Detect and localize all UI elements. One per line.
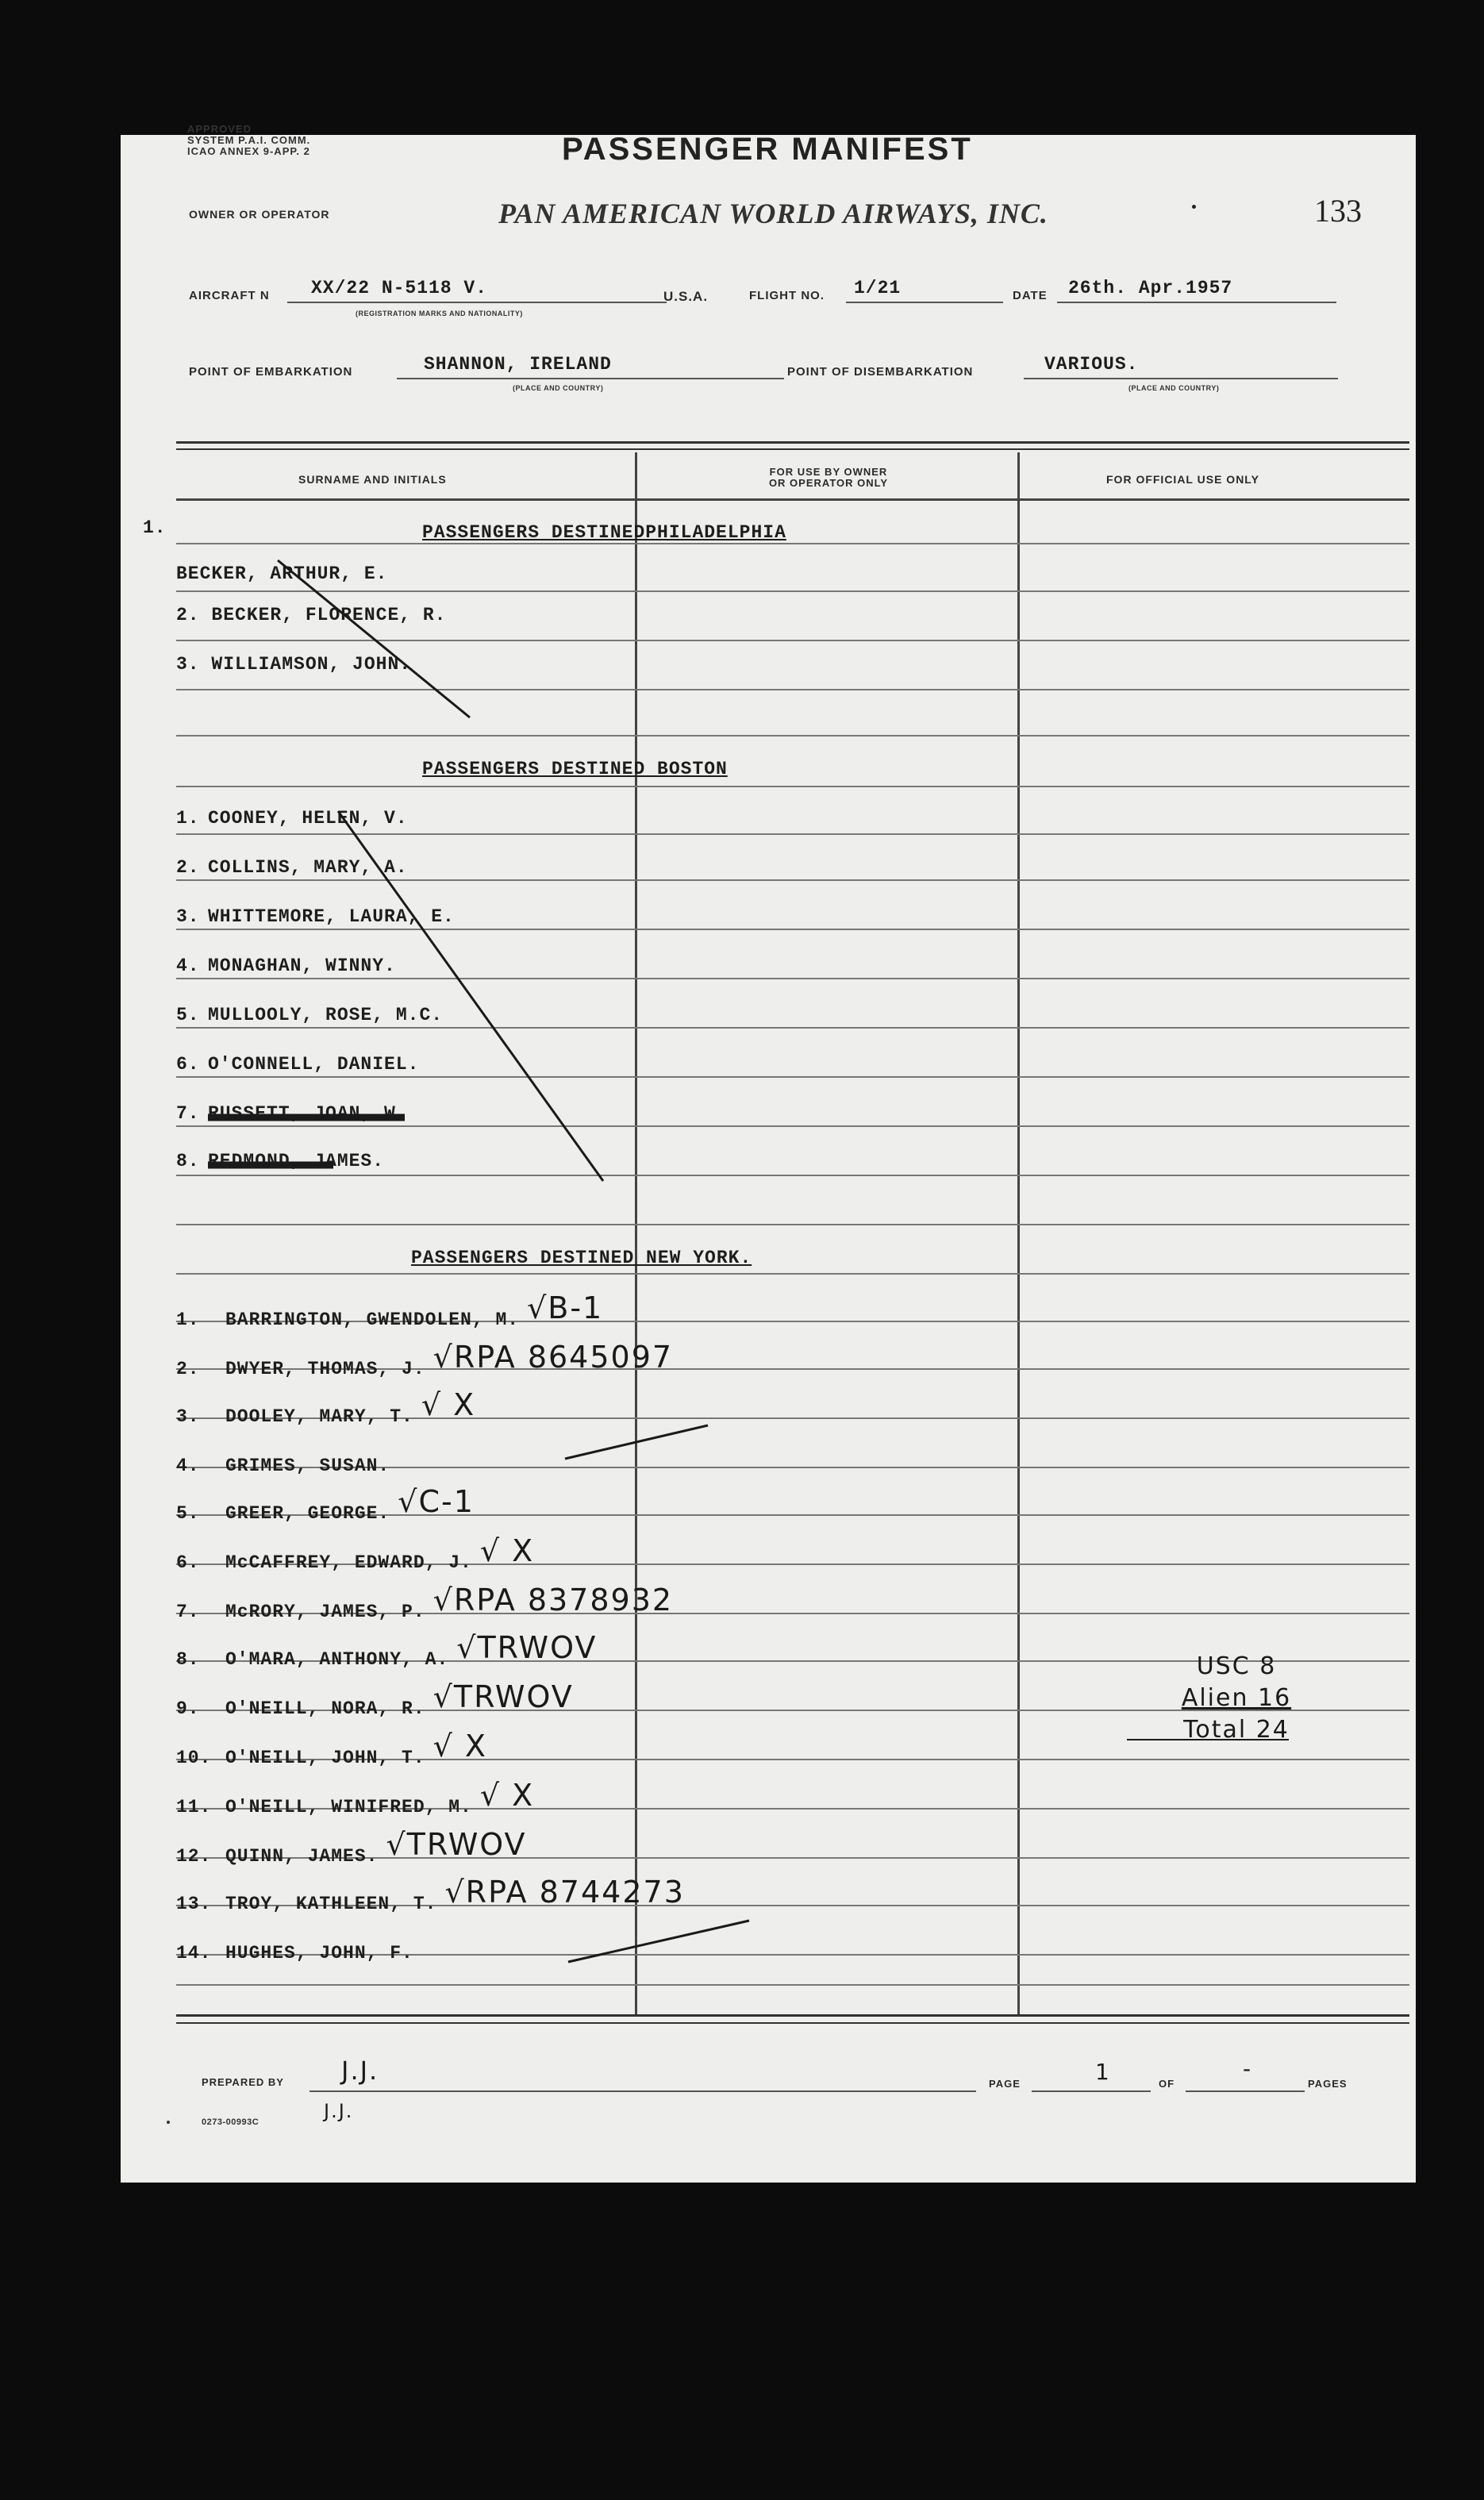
- passenger-name: McCAFFREY, EDWARD, J.: [225, 1552, 472, 1573]
- passenger-note: √RPA 8744273: [444, 1875, 685, 1910]
- passenger-note: √TRWOV: [456, 1630, 598, 1665]
- aircraft-sublabel: (REGISTRATION MARKS AND NATIONALITY): [356, 310, 523, 317]
- column-header-surname: SURNAME AND INITIALS: [298, 473, 447, 486]
- passenger-number: 9.: [176, 1698, 200, 1719]
- passenger-name: COONEY, HELEN, V.: [208, 808, 408, 829]
- column-header-official: FOR OFFICIAL USE ONLY: [1106, 473, 1259, 486]
- of-line: [1186, 2090, 1305, 2092]
- tally-total: Total 24: [1183, 1716, 1290, 1744]
- passenger-name: MONAGHAN, WINNY.: [208, 956, 396, 976]
- passenger-name: McRORY, JAMES, P.: [225, 1602, 425, 1622]
- prepared-line: [309, 2090, 976, 2092]
- passenger-number: 11.: [176, 1797, 212, 1817]
- table-bottom-rule-2: [176, 2022, 1409, 2024]
- passenger-note: √RPA 8378932: [433, 1583, 674, 1617]
- embark-label: POINT OF EMBARKATION: [189, 365, 353, 379]
- table-bottom-rule: [176, 2014, 1409, 2017]
- passenger-number: 2.: [176, 857, 200, 878]
- embark-sublabel: (PLACE AND COUNTRY): [513, 384, 604, 392]
- section-heading-philadelphia: PASSENGERS DESTINEDPHILADELPHIA: [422, 522, 786, 543]
- philadelphia-strike-line: [278, 560, 470, 717]
- boston-strike-line: [338, 811, 603, 1181]
- prepared-label: PREPARED BY: [202, 2076, 284, 2088]
- passenger-note: √C-1: [398, 1484, 475, 1519]
- corner-mark: [167, 2121, 170, 2124]
- passenger-name: WHITTEMORE, LAURA, E.: [208, 906, 455, 927]
- passenger-name: COLLINS, MARY, A.: [208, 857, 408, 878]
- approval-line-3: ICAO ANNEX 9-APP. 2: [187, 145, 310, 157]
- passenger-name: REDMOND, JAMES.: [208, 1151, 385, 1171]
- owner-value: PAN AMERICAN WORLD AIRWAYS, INC.: [498, 198, 1048, 229]
- flight-value: 1/21: [854, 278, 902, 298]
- approval-line-2: SYSTEM P.A.I. COMM.: [187, 134, 311, 146]
- disembark-sublabel: (PLACE AND COUNTRY): [1128, 384, 1220, 392]
- passenger-number: 8.: [176, 1151, 200, 1171]
- check-mark-grimes: [565, 1425, 708, 1459]
- passenger-number: 7.: [176, 1103, 200, 1124]
- passenger-name: O'NEILL, WINIFRED, M.: [225, 1797, 472, 1817]
- passenger-number: 5.: [176, 1005, 200, 1025]
- passenger-name: BECKER, ARTHUR, E.: [176, 563, 388, 584]
- prepared-value: J.J.: [341, 2056, 379, 2086]
- owner-use-line-2: OR OPERATOR ONLY: [768, 477, 889, 489]
- passenger-note: √ X: [433, 1729, 487, 1763]
- check-mark-hughes: [568, 1921, 749, 1962]
- passenger-name: O'CONNELL, DANIEL.: [208, 1054, 420, 1075]
- aircraft-value: XX/22 N-5118 V.: [311, 278, 488, 298]
- passenger-number: 13.: [176, 1894, 212, 1914]
- passenger-name: HUGHES, JOHN, F.: [225, 1943, 413, 1963]
- section-heading-boston: PASSENGERS DESTINED BOSTON: [422, 759, 728, 779]
- of-value: -: [1243, 2056, 1253, 2082]
- passenger-name: DWYER, THOMAS, J.: [225, 1359, 425, 1379]
- disembark-value: VARIOUS.: [1044, 354, 1139, 375]
- page-line: [1032, 2090, 1151, 2092]
- passenger-number: 8.: [176, 1649, 200, 1670]
- passenger-name: GRIMES, SUSAN.: [225, 1456, 390, 1476]
- passenger-note: √B-1: [527, 1290, 604, 1325]
- passenger-note: √TRWOV: [433, 1679, 574, 1714]
- owner-use-line-1: FOR USE BY OWNER: [769, 466, 888, 478]
- passenger-name: RUSSETT, JOAN, W.: [208, 1103, 408, 1124]
- flight-label: FLIGHT NO.: [749, 289, 825, 302]
- embark-value: SHANNON, IRELAND: [424, 354, 612, 375]
- passenger-number: 4.: [176, 1456, 200, 1476]
- passenger-number: 3.: [176, 906, 200, 927]
- passenger-name: TROY, KATHLEEN, T.: [225, 1894, 437, 1914]
- passenger-number: 6.: [176, 1552, 200, 1573]
- passenger-name: BARRINGTON, GWENDOLEN, M.: [225, 1310, 520, 1330]
- philadelphia-first-number: 1.: [143, 517, 167, 538]
- passenger-number: 6.: [176, 1054, 200, 1075]
- tally-usc: USC 8: [1196, 1652, 1277, 1680]
- page-number: 133: [1314, 193, 1362, 229]
- passenger-number: 12.: [176, 1846, 212, 1867]
- passenger-number: 3.: [176, 1406, 200, 1427]
- passenger-number: 1.: [176, 808, 200, 829]
- passenger-name: WILLIAMSON, JOHN.: [211, 654, 412, 675]
- page-title: PASSENGER MANIFEST: [562, 132, 973, 167]
- approval-line-1: APPROVED: [187, 123, 252, 135]
- passenger-name: O'NEILL, NORA, R.: [225, 1698, 425, 1719]
- passenger-name: GREER, GEORGE.: [225, 1503, 390, 1524]
- pages-label: PAGES: [1308, 2078, 1348, 2090]
- passenger-number: 5.: [176, 1503, 200, 1524]
- passenger-number: 2.: [176, 1359, 200, 1379]
- passenger-number: 1.: [176, 1310, 200, 1330]
- passenger-number: 2.: [176, 605, 200, 625]
- passenger-name: DOOLEY, MARY, T.: [225, 1406, 413, 1427]
- official-tally: [1173, 1651, 1300, 1746]
- passenger-number: 3.: [176, 654, 200, 675]
- disembark-label: POINT OF DISEMBARKATION: [787, 365, 974, 379]
- form-number: 0273-00993C: [202, 2117, 260, 2127]
- page-label: PAGE: [989, 2078, 1021, 2090]
- passenger-note: √ X: [479, 1533, 535, 1568]
- page-value: 1: [1095, 2059, 1111, 2085]
- aircraft-label: AIRCRAFT N: [189, 289, 270, 302]
- form-handwriting: J.J.: [324, 2100, 354, 2122]
- nationality: U.S.A.: [663, 289, 709, 304]
- passenger-name: O'NEILL, JOHN, T.: [225, 1748, 425, 1768]
- date-label: DATE: [1013, 289, 1048, 302]
- passenger-note: √ X: [479, 1778, 535, 1813]
- passenger-note: √ X: [421, 1387, 476, 1422]
- passenger-note: √TRWOV: [386, 1827, 527, 1862]
- tally-alien: Alien 16: [1181, 1684, 1292, 1712]
- section-heading-new-york: PASSENGERS DESTINED NEW YORK.: [411, 1248, 752, 1268]
- date-value: 26th. Apr.1957: [1068, 278, 1233, 298]
- passenger-number: 14.: [176, 1943, 212, 1963]
- passenger-number: 7.: [176, 1602, 200, 1622]
- passenger-note: √RPA 8645097: [433, 1340, 674, 1375]
- passenger-number: 10.: [176, 1748, 212, 1768]
- passenger-name: BECKER, FLORENCE, R.: [211, 605, 447, 625]
- passenger-name: MULLOOLY, ROSE, M.C.: [208, 1005, 444, 1025]
- passenger-name: QUINN, JAMES.: [225, 1846, 379, 1867]
- of-label: OF: [1159, 2078, 1175, 2090]
- passenger-name: O'MARA, ANTHONY, A.: [225, 1649, 449, 1670]
- owner-label: OWNER OR OPERATOR: [189, 208, 330, 221]
- passenger-number: 4.: [176, 956, 200, 976]
